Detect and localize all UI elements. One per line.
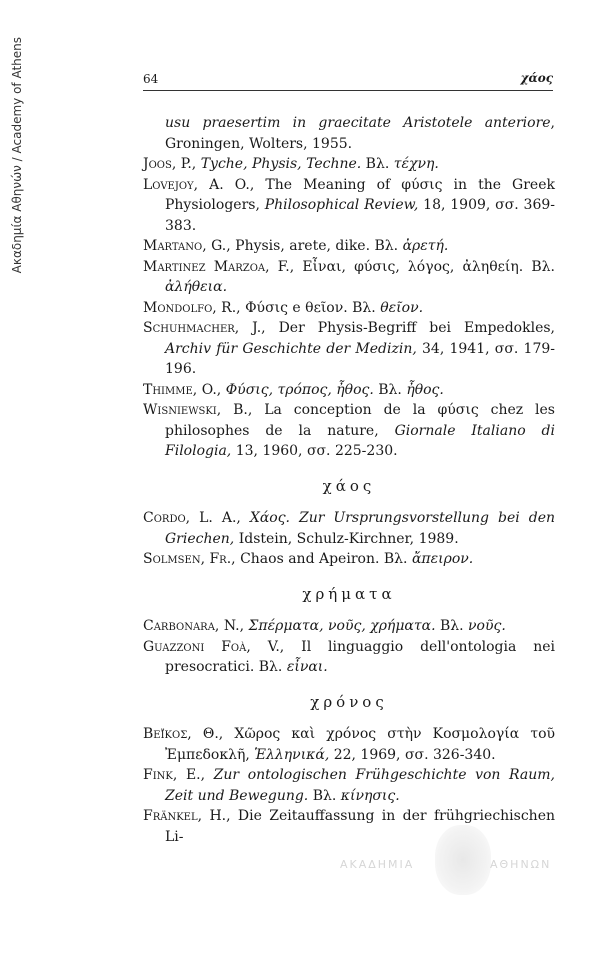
section-heading-chaos: χάος <box>322 476 376 495</box>
entry-title-italic: Philosophical Review, <box>264 197 419 213</box>
entry-title-italic: εἶναι. <box>286 659 328 675</box>
entries-group-3 <box>143 616 555 678</box>
bibliography-entry <box>143 298 555 319</box>
bibliography-entry <box>143 724 555 765</box>
entry-title-italic: τέχνη. <box>393 156 439 172</box>
entry-title-italic: Σπέρματα, νοῦς, χρήματα. <box>248 618 436 634</box>
section-heading-chremata: χρήματα <box>302 584 396 603</box>
entry-title-italic: νοῦς. <box>468 618 506 634</box>
entry-title-italic: ἦθος. <box>406 381 444 398</box>
bibliography-entry <box>143 175 555 237</box>
entry-text: Die Zeitauffassung in der frühgriechischen Li- <box>165 808 555 845</box>
entry-text: 18, 1909, σσ. 369-383. <box>165 197 555 234</box>
entry-text <box>241 510 250 526</box>
entry-author: Cordo, L. A., <box>143 510 241 526</box>
entry-text: La conception de la φύσις chez les philosophes de la nature, <box>165 402 555 439</box>
bibliography-entry <box>143 113 555 154</box>
side-archive-label <box>2 36 32 274</box>
running-head: χάος <box>520 71 553 85</box>
watermark-left-text: ΑΚΑΔΗΜΙΑ <box>340 858 415 871</box>
entry-title-italic: Archiv für Geschichte der Medizin, <box>165 340 417 357</box>
entry-text: Φύσις e θεῖον. Βλ. <box>240 299 381 316</box>
page-header <box>143 70 553 91</box>
entry-author: Joos, P., <box>143 156 197 172</box>
entry-author: Mondolfo, R., <box>143 299 241 316</box>
bibliography-content <box>143 113 555 847</box>
entry-title-italic: ἀλήθεια. <box>165 279 228 295</box>
entry-title-italic: Φύσις, τρόπος, ἦθος. <box>225 381 374 398</box>
entry-author: Wisniewski, B., <box>143 402 253 418</box>
bibliography-entry <box>143 400 555 462</box>
bibliography-entry <box>143 380 555 401</box>
bibliography-entry <box>143 318 555 380</box>
entry-title-italic: Giornale Italiano di Filologia, <box>165 422 555 459</box>
bibliography-entry <box>143 637 555 678</box>
entry-text: Idstein, Schulz-Kirchner, 1989. <box>234 530 459 547</box>
entry-author: Carbonara, N., <box>143 618 245 634</box>
page-number: 64 <box>143 72 159 86</box>
entry-title-italic: Tyche, Physis, Techne. <box>200 156 362 172</box>
entry-text: 22, 1969, σσ. 326-340. <box>329 746 496 763</box>
entries-group-2 <box>143 508 555 570</box>
side-label-text: Ακαδημία Αθηνών / Academy of Athens <box>10 36 24 274</box>
entry-text: , Groningen, Wolters, 1955. <box>165 115 555 152</box>
bibliography-entry <box>143 765 555 806</box>
entry-text: 13, 1960, σσ. 225-230. <box>231 443 398 459</box>
entry-author: Thimme, O., <box>143 381 222 398</box>
entry-author: Fink, E., <box>143 767 206 783</box>
entry-title-italic: ἄπειρον. <box>411 551 474 567</box>
entry-author: Guazzoni Foà, V., <box>143 638 285 655</box>
bibliography-entry <box>143 549 555 570</box>
entry-text: 34, 1941, σσ. 179-196. <box>165 340 555 377</box>
bibliography-entry <box>143 257 555 298</box>
academy-seal-icon <box>435 825 491 895</box>
watermark-right-text: ΑΘΗΝΩΝ <box>490 858 552 871</box>
bibliography-entry <box>143 616 555 637</box>
entry-text: Chaos and Apeiron. Βλ. <box>235 551 412 567</box>
entry-author: Lovejoy, A. O., <box>143 176 255 193</box>
entry-author: Martano, G., <box>143 238 231 254</box>
entry-text: Βλ. <box>308 787 341 804</box>
entry-text: Εἶναι, φύσις, λόγος, ἀληθείη. Βλ. <box>294 258 555 275</box>
entry-title-italic: ἀρετή. <box>402 238 449 254</box>
entry-text: Βλ. <box>373 381 407 398</box>
entry-author: Schuhmacher, J., <box>143 320 266 336</box>
entry-title-italic: θεῖον. <box>380 299 424 316</box>
entry-title-italic: Ἑλληνικά, <box>254 746 330 763</box>
entry-title-italic: Zur ontologischen Frühgeschichte von Raum, Zeit und Bewegung. <box>165 767 555 804</box>
entry-author: Βεΐκος, Θ., <box>143 726 224 742</box>
entry-title-italic: Χάος. Zur Ursprungsvorstellung bei den Griechen, <box>165 510 555 547</box>
entries-group-1 <box>143 113 555 462</box>
entry-text: Χῶρος καὶ χρόνος στὴν Κοσμολογία τοῦ Ἐμπεδοκλῆ, <box>165 726 556 763</box>
entry-text: Βλ. <box>361 156 394 172</box>
section-heading-chronos: χρόνος <box>310 692 388 711</box>
bibliography-entry <box>143 236 555 257</box>
entry-text: Der Physis-Begriff bei Empedokles, <box>265 320 555 336</box>
entry-text <box>205 767 214 783</box>
entry-author: Martinez Marzoa, F., <box>143 258 295 275</box>
entry-title-italic: κίνησις. <box>340 787 400 804</box>
bibliography-entry <box>143 154 555 175</box>
entry-text: Physis, arete, dike. Βλ. <box>230 238 403 254</box>
bibliography-entry <box>143 508 555 549</box>
entry-text: The Meaning of φύσις in the Greek Physiologers, <box>165 176 555 213</box>
academy-watermark <box>340 825 580 905</box>
entry-title-italic: usu praesertim in graecitate Aristotele anteriore <box>165 115 551 131</box>
entry-text: Il linguaggio dell'ontologia nei presocratici. Βλ. <box>165 638 555 675</box>
entry-author: Solmsen, Fr., <box>143 551 236 567</box>
entry-text: Βλ. <box>435 618 469 634</box>
entry-author: Fränkel, H., <box>143 808 231 824</box>
